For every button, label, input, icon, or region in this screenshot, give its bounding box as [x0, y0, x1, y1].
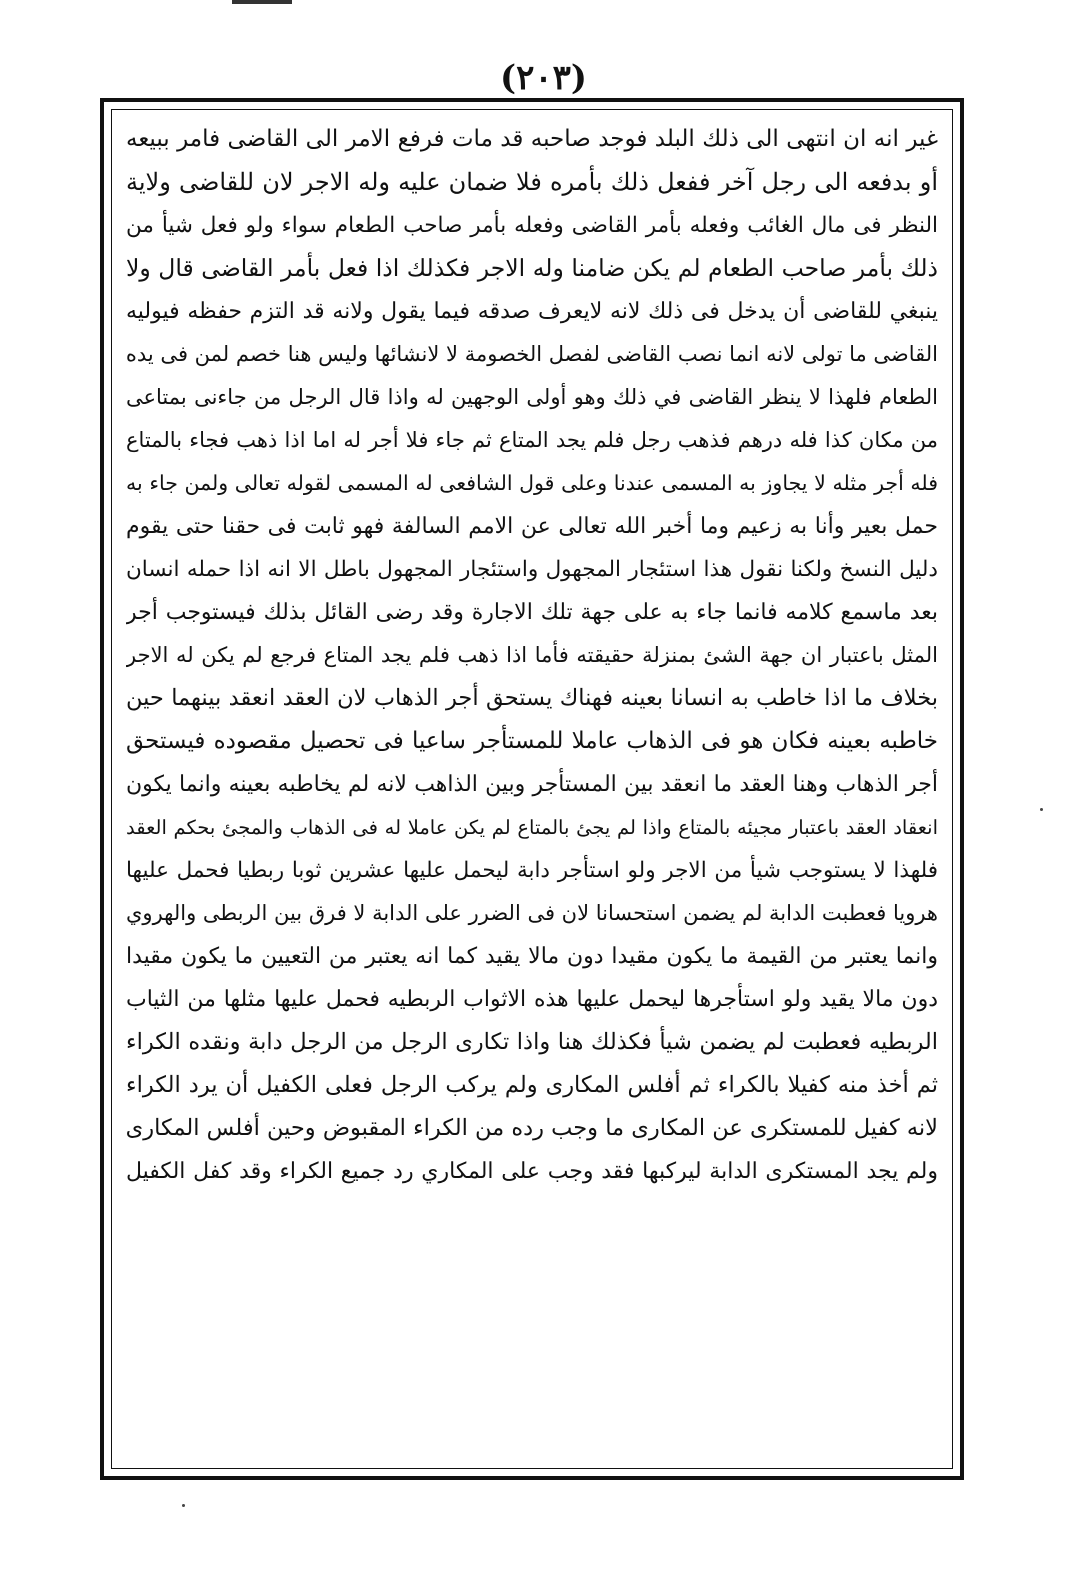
page-frame — [100, 98, 964, 1480]
text-line: أو بدفعه الى رجل آخر ففعل ذلك بأمره فلا ضمان عليه وله الاجر لان للقاضى ولاية — [126, 168, 938, 196]
text-line: ولم يجد المستكرى الدابة ليركبها فقد وجب على المكاري رد جميع الكراء وقد كفل الكفيل — [126, 1159, 938, 1184]
text-line: دون مالا يقيد ولو استأجرها ليحمل عليها هذه الاثواب الربطيه فحمل عليها مثلها من الثياب — [126, 987, 938, 1012]
page-number: (٢٠٣) — [500, 58, 587, 98]
text-line: خاطبه بعينه فكان هو فى الذهاب عاملا للمستأجر ساعيا فى تحصيل مقصوده فيستحق — [126, 728, 938, 754]
page-frame-inner — [111, 109, 953, 1469]
text-line: حمل بعير وأنا به زعيم وما أخبر الله تعالى عن الامم السالفة فهو ثابت فى حقنا حتى يقوم — [126, 514, 938, 539]
text-line: غير انه ان انتهى الى ذلك البلد فوجد صاحبه قد مات فرفع الامر الى القاضى فامر ببيعه — [126, 126, 938, 152]
text-body — [126, 118, 938, 1193]
text-line: وانما يعتبر من القيمة ما يكون مقيدا دون مالا يقيد كما انه يعتبر من التعيين ما يكون مقيدا — [126, 944, 938, 969]
scan-mark — [232, 0, 292, 4]
text-line: بعد ماسمع كلامه فانما جاء به على جهة تلك الاجارة وقد رضى القائل بذلك فيستوجب أجر — [126, 600, 938, 625]
text-line: النظر فى مال الغائب وفعله بأمر القاضى وفعله بأمر صاحب الطعام سواء ولو فعل شيأ من — [126, 213, 938, 238]
scan-dot — [182, 1504, 185, 1507]
text-line: انعقاد العقد باعتبار مجيئه بالمتاع واذا لم يجئ بالمتاع لم يكن عاملا له فى الذهاب والمجئ بحكم العقد — [126, 816, 938, 839]
text-line: الطعام فلهذا لا ينظر القاضى في ذلك وهو أولى الوجهين له واذا قال الرجل من جاءنى بمتاعى — [126, 385, 938, 409]
text-line: بخلاف ما اذا خاطب به انسانا بعينه فهناك يستحق أجر الذهاب لان العقد انعقد بينهما حين — [126, 685, 938, 711]
text-line: دليل النسخ ولكنا نقول هذا استئجار المجهول واستئجار المجهول باطل الا انه اذا حمله انسان — [126, 557, 938, 582]
text-line: القاضى ما تولى لانه انما نصب القاضى لفصل الخصومة لا لانشائها وليس هنا خصم لمن فى يده — [126, 342, 938, 366]
text-line: ينبغي للقاضى أن يدخل فى ذلك لانه لايعرف صدقه فيما يقول ولانه قد التزم حفظه فيوليه — [126, 299, 938, 324]
text-line: لانه كفيل للمستكرى عن المكارى ما وجب رده من الكراء المقبوض وحين أفلس المكارى — [126, 1115, 938, 1141]
text-line: ثم أخذ منه كفيلا بالكراء ثم أفلس المكارى ولم يركب الرجل فعلى الكفيل أن يرد الكراء — [126, 1072, 938, 1098]
scan-dot — [1040, 808, 1043, 811]
text-line: فله أجر مثله لا يجاوز به المسمى عندنا وعلى قول الشافعى له المسمى لقوله تعالى ولمن جاء به — [126, 471, 938, 495]
text-line: الربطيه فعطبت لم يضمن شيأ فكذلك هنا واذا تكارى الرجل من الرجل دابة ونقده الكراء — [126, 1029, 938, 1055]
text-line: فلهذا لا يستوجب شيأ من الاجر ولو استأجر دابة ليحمل عليها عشرين ثوبا ربطيا فحمل عليها — [126, 858, 938, 883]
text-line: أجر الذهاب وهنا العقد ما انعقد بين المستأجر وبين الذاهب لانه لم يخاطبه بعينه وانما يكون — [126, 772, 938, 797]
text-line: المثل باعتبار ان جهة الشئ بمنزلة حقيقته فأما اذا ذهب فلم يجد المتاع فرجع لم يكن له الاجر — [126, 643, 938, 667]
text-line: هرويا فعطبت الدابة لم يضمن استحسانا لان فى الضرر على الدابة لا فرق بين الربطى والهروي — [126, 901, 938, 925]
text-line: من مكان كذا فله درهم فذهب رجل فلم يجد المتاع ثم جاء فلا أجر له اما اذا ذهب فجاء بالمتاع — [126, 428, 938, 452]
text-line: ذلك بأمر صاحب الطعام لم يكن ضامنا وله الاجر فكذلك اذا فعل بأمر القاضى قال ولا — [126, 254, 938, 282]
